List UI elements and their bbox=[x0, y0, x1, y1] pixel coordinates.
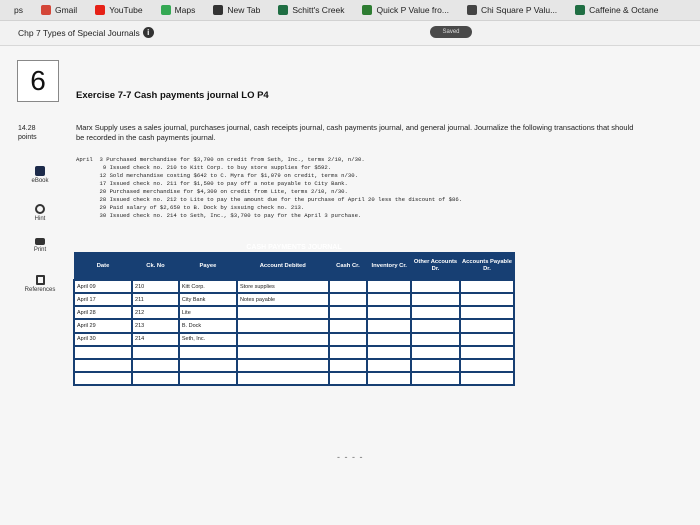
table-row bbox=[74, 280, 514, 293]
journal-cell[interactable] bbox=[329, 359, 368, 372]
journal-cell[interactable] bbox=[329, 372, 368, 385]
info-icon[interactable]: i bbox=[143, 27, 154, 38]
journal-cell[interactable] bbox=[460, 372, 514, 385]
excel-icon bbox=[575, 5, 585, 15]
journal-cell[interactable] bbox=[460, 280, 514, 293]
journal-cell[interactable] bbox=[74, 372, 132, 385]
journal-cell[interactable]: B. Dock bbox=[179, 319, 237, 332]
ebook-button[interactable] bbox=[20, 166, 60, 184]
bookmark-label: ps bbox=[14, 5, 23, 15]
ebook-icon bbox=[35, 166, 45, 176]
bookmark-item[interactable] bbox=[278, 5, 344, 15]
table-row bbox=[74, 333, 514, 346]
journal-cell[interactable] bbox=[460, 333, 514, 346]
journal-cell[interactable] bbox=[74, 346, 132, 359]
journal-cell[interactable] bbox=[179, 346, 237, 359]
references-icon bbox=[36, 275, 45, 285]
points-label: points bbox=[18, 134, 37, 141]
journal-cell[interactable]: 212 bbox=[132, 306, 179, 319]
bookmark-item[interactable] bbox=[213, 5, 260, 15]
bookmark-item[interactable] bbox=[467, 5, 557, 15]
gmail-icon bbox=[41, 5, 51, 15]
journal-cell[interactable] bbox=[460, 319, 514, 332]
journal-cell[interactable] bbox=[237, 319, 329, 332]
journal-cell[interactable] bbox=[367, 346, 411, 359]
maps-icon bbox=[161, 5, 171, 15]
bookmark-item[interactable] bbox=[41, 5, 77, 15]
journal-cell[interactable] bbox=[179, 359, 237, 372]
journal-cell[interactable] bbox=[460, 293, 514, 306]
hint-label: Hint bbox=[34, 216, 46, 222]
journal-cell[interactable]: April 28 bbox=[74, 306, 132, 319]
journal-cell[interactable] bbox=[237, 346, 329, 359]
journal-cell[interactable] bbox=[367, 280, 411, 293]
journal-cell[interactable]: 214 bbox=[132, 333, 179, 346]
column-header: Cash Cr. bbox=[329, 253, 368, 281]
references-label: References bbox=[24, 287, 56, 293]
journal-cell[interactable] bbox=[411, 333, 460, 346]
journal-cell[interactable] bbox=[329, 319, 368, 332]
journal-cell[interactable] bbox=[74, 359, 132, 372]
excel-icon bbox=[278, 5, 288, 15]
column-header: Payee bbox=[179, 253, 237, 281]
column-header: Other Accounts Dr. bbox=[411, 253, 460, 281]
cash-payments-journal-table bbox=[73, 252, 515, 386]
table-row bbox=[74, 372, 514, 385]
journal-cell[interactable] bbox=[179, 372, 237, 385]
journal-cell[interactable] bbox=[411, 319, 460, 332]
journal-cell[interactable] bbox=[460, 346, 514, 359]
transaction-line: 17 Issued check no. 211 for $1,500 to pay off a note payable to City Bank. bbox=[76, 180, 348, 187]
journal-cell[interactable] bbox=[132, 346, 179, 359]
journal-cell[interactable] bbox=[367, 359, 411, 372]
globe-icon bbox=[213, 5, 223, 15]
references-button[interactable] bbox=[20, 275, 60, 293]
transaction-line: 29 Paid salary of $2,650 to B. Dock by issuing check no. 213. bbox=[76, 204, 305, 211]
journal-cell[interactable] bbox=[329, 333, 368, 346]
journal-cell[interactable] bbox=[329, 280, 368, 293]
bookmark-item[interactable] bbox=[0, 5, 23, 15]
journal-cell[interactable]: 211 bbox=[132, 293, 179, 306]
column-header: Accounts Payable Dr. bbox=[460, 253, 514, 281]
bookmark-label: Caffeine & Octane bbox=[589, 5, 659, 15]
journal-cell[interactable]: April 30 bbox=[74, 333, 132, 346]
bookmark-icon bbox=[0, 5, 10, 15]
journal-cell[interactable]: Notes payable bbox=[237, 293, 329, 306]
table-row bbox=[74, 293, 514, 306]
journal-cell[interactable] bbox=[367, 306, 411, 319]
bookmark-label: Schitt's Creek bbox=[292, 5, 345, 15]
ebook-label: eBook bbox=[31, 178, 49, 184]
table-icon bbox=[362, 5, 372, 15]
bookmark-label: Chi Square P Valu... bbox=[480, 5, 558, 15]
column-header: Ck. No bbox=[132, 253, 179, 281]
transaction-line: 9 Issued check no. 210 to Kitt Corp. to buy store supplies for $592. bbox=[76, 164, 332, 171]
journal-cell[interactable] bbox=[237, 359, 329, 372]
saved-badge: Saved bbox=[430, 26, 472, 38]
table-row bbox=[74, 359, 514, 372]
chapter-title[interactable] bbox=[18, 27, 154, 38]
journal-cell[interactable] bbox=[411, 359, 460, 372]
print-icon bbox=[35, 238, 45, 245]
bookmarks-bar bbox=[0, 0, 700, 21]
bookmark-label: Quick P Value fro... bbox=[376, 5, 449, 15]
journal-cell[interactable] bbox=[411, 306, 460, 319]
bookmark-label: New Tab bbox=[227, 5, 261, 15]
journal-cell[interactable] bbox=[237, 333, 329, 346]
journal-cell[interactable] bbox=[411, 372, 460, 385]
journal-cell[interactable]: 213 bbox=[132, 319, 179, 332]
journal-cell[interactable] bbox=[460, 306, 514, 319]
hint-icon bbox=[35, 204, 45, 214]
journal-cell[interactable] bbox=[132, 359, 179, 372]
page-indicator: - - - - bbox=[337, 452, 364, 462]
journal-cell[interactable] bbox=[329, 293, 368, 306]
hint-button[interactable] bbox=[20, 204, 60, 222]
points-number: 14.28 bbox=[18, 125, 36, 132]
journal-cell[interactable]: April 17 bbox=[74, 293, 132, 306]
journal-cell[interactable]: Store supplies bbox=[237, 280, 329, 293]
journal-cell[interactable]: Kitt Corp. bbox=[179, 280, 237, 293]
journal-cell[interactable] bbox=[237, 372, 329, 385]
journal-cell[interactable] bbox=[132, 372, 179, 385]
journal-title: CASH PAYMENTS JOURNAL bbox=[246, 244, 342, 251]
bookmark-label: Maps bbox=[174, 5, 196, 15]
table-row bbox=[74, 319, 514, 332]
bookmark-item[interactable] bbox=[362, 5, 448, 15]
journal-cell[interactable] bbox=[237, 306, 329, 319]
transactions-list bbox=[76, 156, 462, 220]
youtube-icon bbox=[95, 5, 105, 15]
transaction-line: April 3 Purchased merchandise for $3,700 on credit from Seth, Inc., terms 2/10, n/30. bbox=[76, 156, 365, 163]
column-header: Inventory Cr. bbox=[367, 253, 411, 281]
bookmark-item[interactable] bbox=[575, 5, 658, 15]
bookmark-label: Gmail bbox=[54, 5, 78, 15]
journal-cell[interactable]: City Bank bbox=[179, 293, 237, 306]
points-value bbox=[18, 124, 37, 142]
journal-cell[interactable] bbox=[367, 319, 411, 332]
journal-cell[interactable] bbox=[329, 346, 368, 359]
journal-cell[interactable]: Lite bbox=[179, 306, 237, 319]
column-header: Account Debited bbox=[237, 253, 329, 281]
journal-cell[interactable]: April 29 bbox=[74, 319, 132, 332]
exercise-title: Exercise 7-7 Cash payments journal LO P4 bbox=[76, 90, 269, 101]
journal-cell[interactable] bbox=[460, 359, 514, 372]
print-button[interactable] bbox=[20, 238, 60, 253]
bookmark-item[interactable] bbox=[95, 5, 142, 15]
journal-cell[interactable] bbox=[411, 346, 460, 359]
bookmark-item[interactable] bbox=[161, 5, 196, 15]
journal-cell[interactable]: April 09 bbox=[74, 280, 132, 293]
journal-cell[interactable] bbox=[367, 293, 411, 306]
journal-cell[interactable]: Seth, Inc. bbox=[179, 333, 237, 346]
table-row bbox=[74, 306, 514, 319]
column-header: Date bbox=[74, 253, 132, 281]
journal-cell[interactable] bbox=[329, 306, 368, 319]
journal-cell[interactable] bbox=[367, 333, 411, 346]
journal-cell[interactable] bbox=[411, 280, 460, 293]
exercise-prompt: Marx Supply uses a sales journal, purchases journal, cash receipts journal, cash payments journal, and general journal. Journalize the following transactions that should be recorded in the cash payments journal. bbox=[76, 123, 634, 142]
assignment-topbar bbox=[0, 21, 700, 46]
journal-cell[interactable] bbox=[367, 372, 411, 385]
journal-cell[interactable]: 210 bbox=[132, 280, 179, 293]
transaction-line: 28 Issued check no. 212 to Lite to pay the amount due for the purchase of April 20 less the discount of $86. bbox=[76, 196, 463, 203]
chapter-title-text: Chp 7 Types of Special Journals bbox=[18, 27, 140, 38]
bookmark-label: YouTube bbox=[109, 5, 143, 15]
transaction-line: 30 Issued check no. 214 to Seth, Inc., $3,700 to pay for the April 3 purchase. bbox=[76, 212, 362, 219]
question-number: 6 bbox=[17, 60, 59, 102]
wifi-icon bbox=[467, 5, 477, 15]
table-row bbox=[74, 346, 514, 359]
print-label: Print bbox=[33, 247, 47, 253]
journal-cell[interactable] bbox=[411, 293, 460, 306]
transaction-line: 20 Purchased merchandise for $4,300 on credit from Lite, terms 2/10, n/30. bbox=[76, 188, 348, 195]
transaction-line: 12 Sold merchandise costing $642 to C. Myra for $1,079 on credit, terms n/30. bbox=[76, 172, 358, 179]
